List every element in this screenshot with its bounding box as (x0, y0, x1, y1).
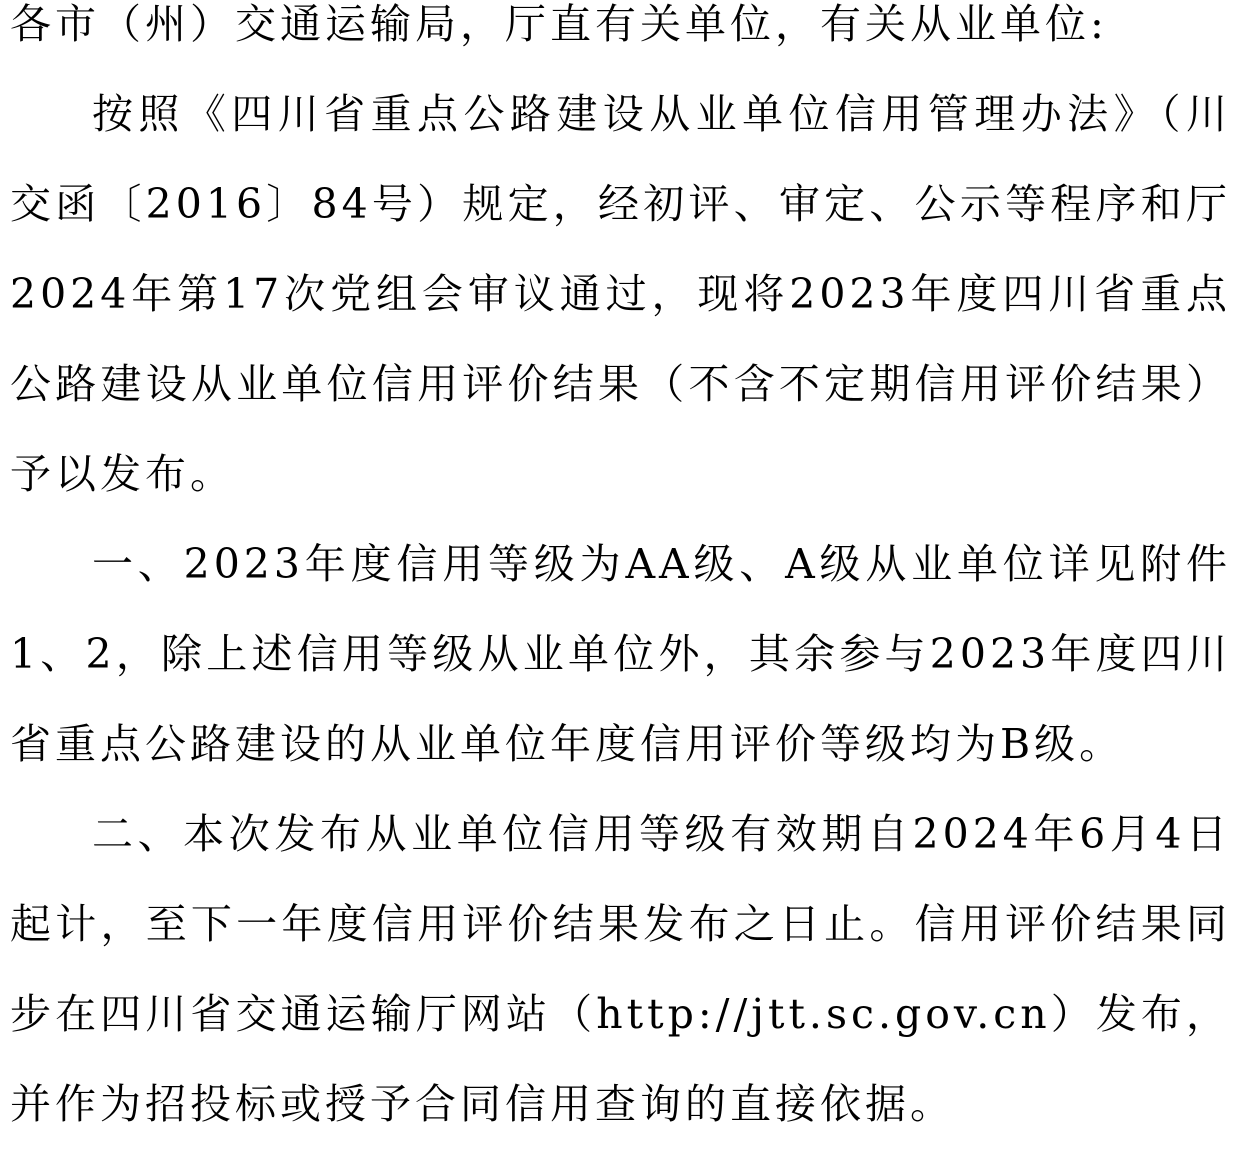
paragraph-credit-levels: 一、2023年度信用等级为AA级、A级从业单位详见附件1、2，除上述信用等级从业单位外，其余参与2023年度四川省重点公路建设的从业单位年度信用评价等级均为B级。 (10, 540, 1231, 768)
salutation-line: 各市（州）交通运输局，厅直有关单位，有关从业单位: (10, 0, 1108, 48)
paragraph-validity-period: 二、本次发布从业单位信用等级有效期自2024年6月4日起计，至下一年度信用评价结果发布之日止。信用评价结果同步在四川省交通运输厅网站（http://jtt.sc.gov.cn）发布，并作为招投标或授予合同信用查询的直接依据。 (10, 810, 1231, 1128)
paragraph-regulation-basis: 按照《四川省重点公路建设从业单位信用管理办法》（川交函〔2016〕84号）规定，经初评、审定、公示等程序和厅2024年第17次党组会审议通过，现将2023年度四川省重点公路建设从业单位信用评价结果（不含不定期信用评价结果）予以发布。 (10, 90, 1231, 498)
